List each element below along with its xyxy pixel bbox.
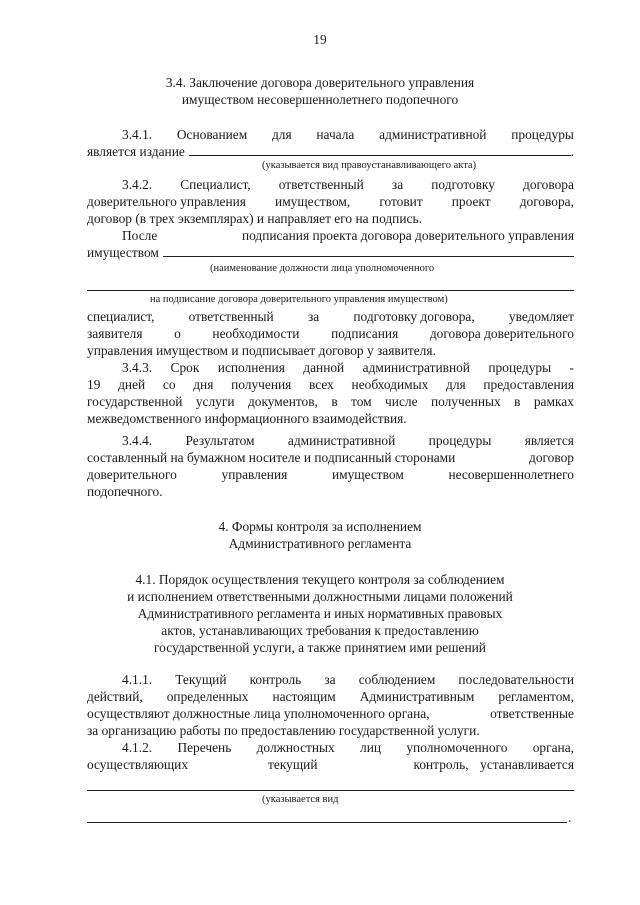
paragraph-line: за организацию работы по предоставлению государственной услуги. — [87, 723, 480, 738]
paragraph-line — [87, 394, 574, 410]
paragraph-line — [122, 360, 574, 376]
blank-fill-line — [189, 144, 571, 156]
subsection-heading: актов, устанавливающих требования к предоставлению — [161, 623, 479, 638]
word: необходимости — [212, 326, 300, 341]
word: доверительного — [87, 467, 177, 482]
word: специалист, — [87, 309, 155, 324]
word: 3.4.4. — [122, 433, 153, 448]
subsection-heading: 4.1. Порядок осуществления текущего контроля за соблюдением — [135, 572, 505, 587]
word: контроль — [249, 672, 302, 687]
word: всех — [309, 377, 334, 392]
word: за — [391, 177, 404, 192]
paragraph-line — [87, 326, 574, 342]
word: контроль, — [413, 757, 469, 772]
blank-fill-line — [87, 290, 574, 291]
word: подготовку договора, — [353, 309, 475, 324]
word: действий, — [87, 689, 143, 704]
word: доверительного управления — [87, 194, 246, 209]
paragraph-line — [87, 450, 574, 466]
word: - — [569, 360, 574, 375]
word: лиц — [360, 740, 382, 755]
word: процедуры — [428, 433, 492, 448]
word: После — [122, 228, 158, 243]
paragraph-line — [122, 228, 574, 244]
word: договора — [523, 177, 574, 192]
word: необходимых — [351, 377, 429, 392]
paragraph-line — [122, 672, 574, 688]
word: 4.1.2. — [122, 740, 153, 755]
word: является — [524, 433, 574, 448]
word: Основанием — [176, 127, 248, 142]
section-heading: Административного регламента — [228, 536, 412, 551]
blank-fill-line — [87, 822, 567, 823]
word: исполнения — [217, 360, 285, 375]
section-heading: 4. Формы контроля за исполнением — [218, 519, 422, 534]
word: ответственные — [490, 706, 574, 721]
word: текущий — [268, 757, 318, 772]
field-caption: (указывается вид правоустанавливающего акта) — [262, 160, 477, 171]
paragraph-line — [87, 144, 574, 160]
word: осуществляющих — [87, 757, 189, 772]
section-heading: 3.4. Заключение договора доверительного управления — [165, 75, 475, 90]
period: . — [568, 810, 572, 825]
word: Перечень — [177, 740, 232, 755]
section-heading: имуществом несовершеннолетнего подопечного — [181, 92, 459, 107]
paragraph-line: межведомственного информационного взаимодействия. — [87, 411, 407, 426]
word: имуществом, — [275, 194, 351, 209]
word: услуги — [195, 394, 235, 409]
word: 3.4.3. — [122, 360, 153, 375]
word: документов, — [247, 394, 318, 409]
paragraph-line — [87, 706, 574, 722]
field-caption: (указывается вид — [262, 794, 339, 805]
word: полученных — [430, 394, 501, 409]
word: дней — [118, 377, 146, 392]
word: Административным — [359, 689, 475, 704]
word: о — [174, 326, 181, 341]
word: 3.4.1. — [122, 127, 153, 142]
word: подписания — [331, 326, 399, 341]
paragraph-line: управления имуществом и подписывает договор у заявителя. — [87, 343, 436, 358]
word: проект — [451, 194, 491, 209]
word: Результатом — [185, 433, 255, 448]
word: определенных — [166, 689, 249, 704]
page-number: 19 — [313, 32, 327, 47]
word: за — [307, 309, 320, 324]
word: рамках — [533, 394, 574, 409]
word: ответственный — [188, 309, 274, 324]
word: в — [514, 394, 521, 409]
paragraph-line — [87, 245, 574, 261]
word: государственной — [87, 394, 183, 409]
blank-fill-line — [163, 245, 574, 257]
word: подготовку — [431, 177, 495, 192]
field-caption: на подписание договора доверительного управления имуществом) — [150, 294, 448, 305]
word: за — [324, 672, 336, 687]
word: Специалист, — [180, 177, 251, 192]
line-text: имуществом — [87, 245, 159, 260]
word: договора, — [519, 194, 574, 209]
word: со — [162, 377, 176, 392]
word: в — [331, 394, 338, 409]
field-caption: (наименование должности лица уполномоченного — [210, 263, 435, 274]
word: дня — [193, 377, 214, 392]
word: предоставления — [483, 377, 574, 392]
word: готовит — [379, 194, 423, 209]
paragraph-line — [122, 433, 574, 449]
paragraph-line — [87, 194, 574, 210]
word: соблюдением — [358, 672, 436, 687]
word: данной — [303, 360, 345, 375]
paragraph-line — [87, 467, 574, 483]
blank-fill-line — [87, 790, 574, 791]
word: договора доверительного — [429, 326, 574, 341]
subsection-heading: государственной услуги, а также принятием ими решений — [154, 640, 486, 655]
word: начала — [316, 127, 355, 142]
word: последовательности — [458, 672, 574, 687]
word: регламентом, — [498, 689, 574, 704]
word: заявителя — [87, 326, 143, 341]
word: процедуры — [511, 127, 574, 142]
word: 4.1.1. — [122, 672, 153, 687]
word: административной — [379, 127, 487, 142]
word: управления — [221, 467, 288, 482]
paragraph-line — [122, 177, 574, 193]
word: органа, — [532, 740, 574, 755]
word: том — [351, 394, 372, 409]
word: Текущий — [175, 672, 227, 687]
paragraph-line — [87, 757, 574, 773]
word: для — [271, 127, 292, 142]
word: 3.4.2. — [122, 177, 153, 192]
paragraph-line: договор (в трех экземплярах) и направляет его на подпись. — [87, 211, 422, 226]
line-text: является издание — [87, 144, 185, 159]
word: для — [446, 377, 466, 392]
word: процедуры — [488, 360, 552, 375]
word: уведомляет — [508, 309, 574, 324]
word: Срок — [170, 360, 200, 375]
paragraph-line — [122, 740, 574, 756]
subsection-heading: Административного регламента и иных нормативных правовых — [137, 606, 503, 621]
subsection-heading: и исполнением ответственными должностными лицами положений — [127, 589, 513, 604]
word: несовершеннолетнего — [448, 467, 574, 482]
word: договор — [529, 450, 574, 465]
word: имуществом — [331, 467, 404, 482]
word: подписания проекта договора доверительного управления — [241, 228, 574, 243]
word: устанавливается — [480, 757, 574, 772]
word: ответственный — [278, 177, 364, 192]
paragraph-line — [87, 309, 574, 325]
word: административной — [287, 433, 396, 448]
word: числе — [385, 394, 418, 409]
period: . — [570, 144, 574, 159]
word: осуществляют должностные лица уполномоченного органа, — [87, 706, 430, 721]
word: административной — [362, 360, 470, 375]
word: должностных — [256, 740, 335, 755]
word: 19 — [87, 377, 101, 392]
word: уполномоченного — [406, 740, 508, 755]
word: составленный на бумажном носителе и подписанный сторонами — [87, 450, 456, 465]
paragraph-line — [87, 689, 574, 705]
word: настоящим — [272, 689, 336, 704]
paragraph-line: подопечного. — [87, 484, 163, 499]
paragraph-line — [87, 377, 574, 393]
paragraph-line — [122, 127, 574, 143]
word: получения — [231, 377, 292, 392]
